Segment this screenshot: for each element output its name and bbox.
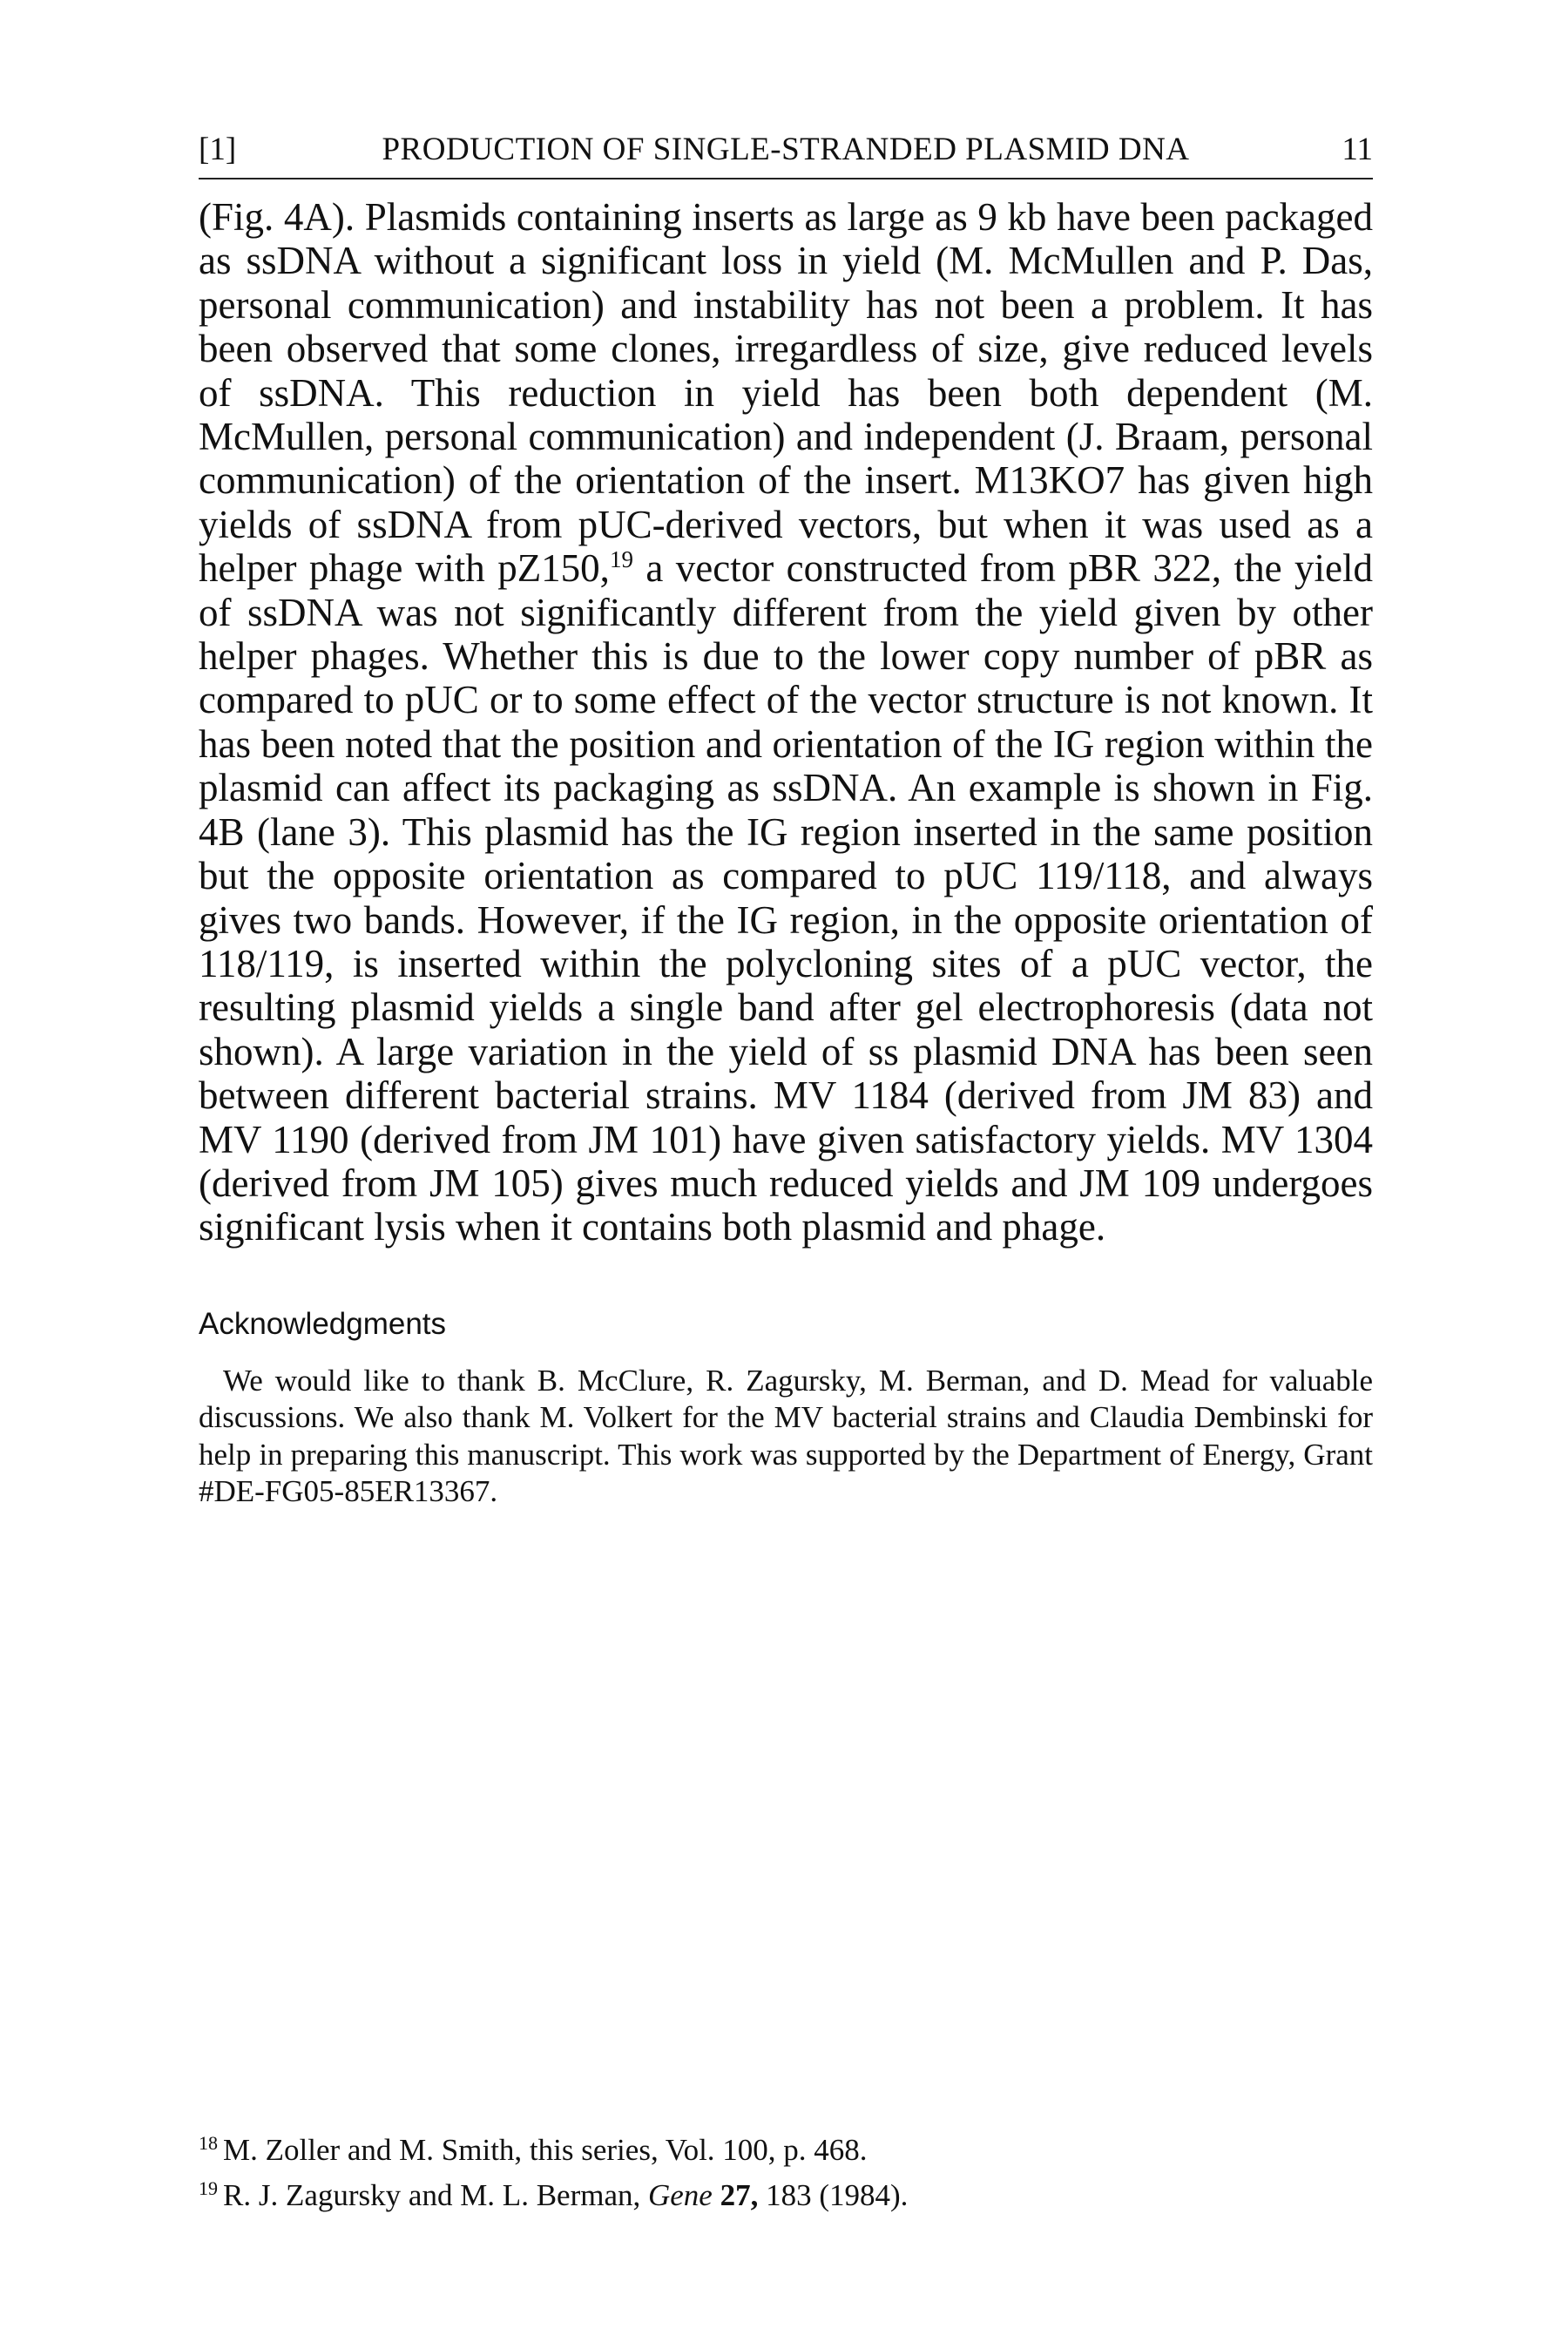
footnote-authors: R. J. Zagursky and M. L. Berman, [223,2178,648,2212]
body-text-part-1: (Fig. 4A). Plasmids containing inserts as large as 9 kb have been packaged as ssDNA without a significant loss in yield (M. McMullen and P. Das, personal communication) and instability has not been a problem. It has been observed that some clones, irregardless of size, give reduced levels of ssDNA. This reduction in yield has been both dependent (M. McMullen, personal communication) and independent (J. Braam, personal communication) of the orientation of the insert. M13KO7 has given high yields of ssDNA from pUC-derived vectors, but when it was used as a helper phage with pZ150, [199,195,1373,591]
footnote-pages-year: 183 (1984). [758,2178,909,2212]
footnote-volume: 27, [720,2178,759,2212]
footnote-text: M. Zoller and M. Smith, this series, Vol. 100, p. 468. [223,2133,868,2167]
body-text-part-2: a vector constructed from pBR 322, the yield of ssDNA was not significantly different from the yield given by other helper phages. Whether this is due to the lower copy number of pBR as compared to pUC or to some effect of the vector structure is not known. It has been noted that the position and orientation of the IG region within the plasmid can affect its packaging as ssDNA. An example is shown in Fig. 4B (lane 3). This plasmid has the IG region inserted in the same position but the opposite orientation as compared to pUC 119/118, and always gives two bands. However, if the IG region, in the opposite orientation of 118/119, is inserted within the polycloning sites of a pUC vector, the resulting plasmid yields a single band after gel electrophoresis (data not shown). A large variation in the yield of ss plasmid DNA has been seen between different bacterial strains. MV 1184 (derived from JM 83) and MV 1190 (derived from JM 101) have given satisfactory yields. MV 1304 (derived from JM 105) gives much reduced yields and JM 109 undergoes significant lysis when it contains both plasmid and phage. [199,546,1373,1249]
running-title: PRODUCTION OF SINGLE-STRANDED PLASMID DNA [382,132,1190,167]
running-header [199,131,1373,179]
body-paragraph [199,195,1373,1249]
page-number: 11 [1342,132,1373,167]
acknowledgments-text: We would like to thank B. McClure, R. Zagursky, M. Berman, and D. Mead for valuable discussions. We also thank M. Volkert for the MV bacterial strains and Claudia Dembinski for help in preparing this manuscript. This work was supported by the Department of Energy, Grant #DE-FG05-85ER13367. [199,1363,1373,1509]
footnote-18 [199,2124,1373,2170]
footnote-number: 19 [199,2177,218,2199]
reference-superscript: 19 [609,546,633,573]
footnote-19 [199,2170,1373,2215]
section-number: [1] [199,132,237,167]
footnotes [199,2124,1373,2215]
acknowledgments-heading: Acknowledgments [199,1306,447,1341]
footnote-space [713,2178,720,2212]
footnote-number: 18 [199,2132,218,2154]
footnote-journal: Gene [647,2178,713,2212]
page [199,131,1373,1511]
